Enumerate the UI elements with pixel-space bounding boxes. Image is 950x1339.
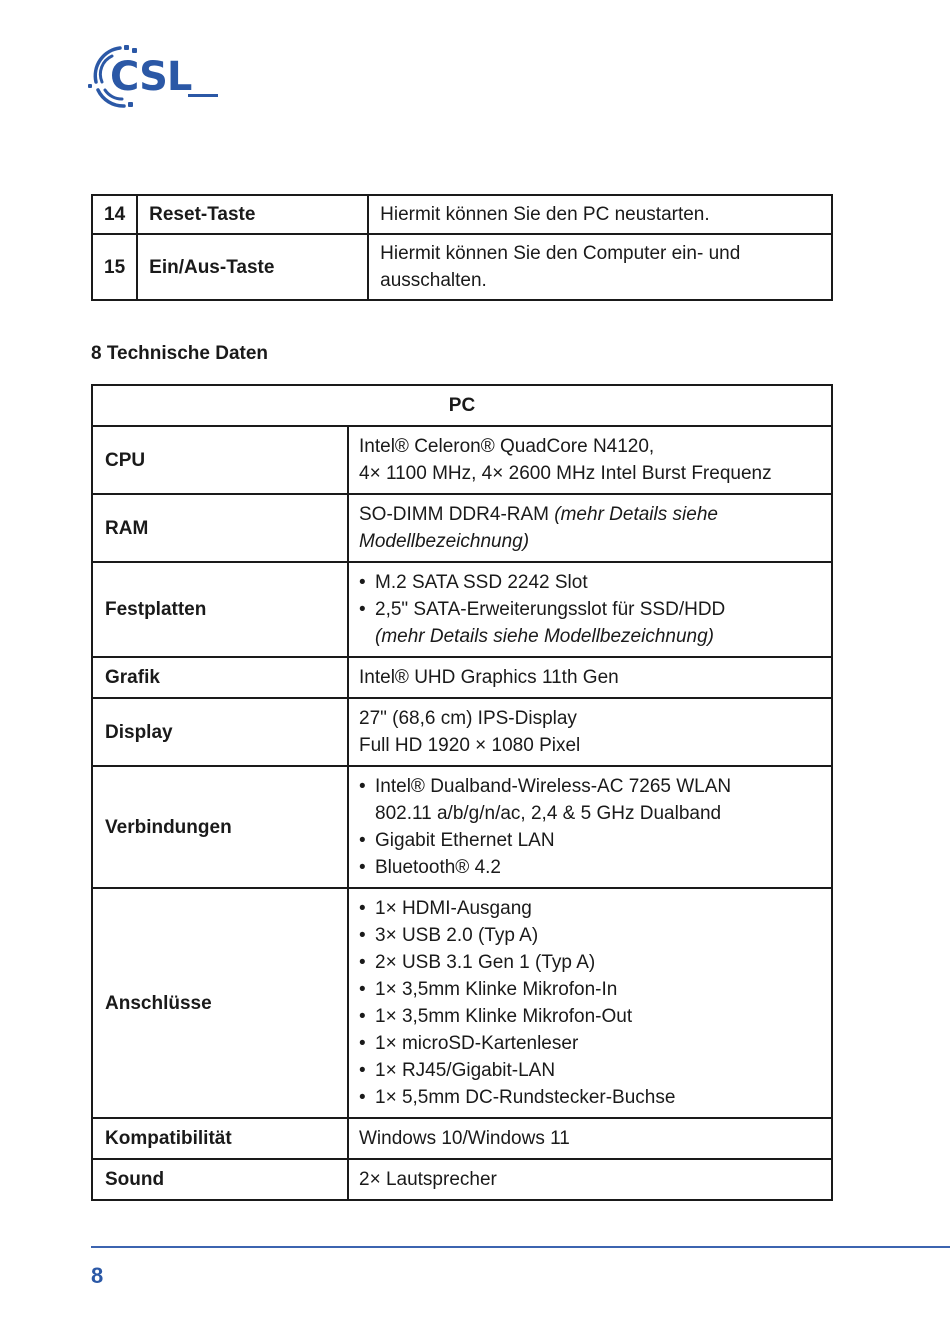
spec-row-connections xyxy=(92,766,832,888)
specs-header: PC xyxy=(92,385,832,426)
csl-logo-graphic xyxy=(88,42,223,112)
button-description-table xyxy=(91,194,833,301)
list-item: • 1× 3,5mm Klinke Mikrofon-In xyxy=(359,976,821,1003)
spec-note: (mehr Details siehe Modellbezeichnung) xyxy=(375,626,715,647)
spec-line: 27" (68,6 cm) IPS-Display xyxy=(359,708,577,729)
spec-row-graphics xyxy=(92,657,832,698)
row-number: 15 xyxy=(92,234,137,300)
csl-logo xyxy=(88,42,223,112)
spec-label: Anschlüsse xyxy=(92,888,348,1118)
spec-row-ports xyxy=(92,888,832,1118)
logo-text: CSL xyxy=(110,54,192,100)
list-item: • M.2 SATA SSD 2242 Slot xyxy=(359,569,821,596)
list-item: • 1× RJ45/Gigabit-LAN xyxy=(359,1057,821,1084)
spec-row-display xyxy=(92,698,832,766)
spec-label: CPU xyxy=(92,426,348,494)
spec-text: SO-DIMM DDR4-RAM xyxy=(359,504,555,525)
list-item: • 3× USB 2.0 (Typ A) xyxy=(359,922,821,949)
spec-label: Grafik xyxy=(92,657,348,698)
row-description xyxy=(368,195,832,234)
spec-row-cpu xyxy=(92,426,832,494)
list-item: • 2,5" SATA-Erweiterungsslot für SSD/HDD xyxy=(359,596,821,623)
spec-label: Festplatten xyxy=(92,562,348,657)
spec-line: 4× 1100 MHz, 4× 2600 MHz Intel Burst Frequenz xyxy=(359,463,772,484)
spec-note: Modellbezeichnung) xyxy=(359,531,530,552)
list-item-line: 802.11 a/b/g/n/ac, 2,4 & 5 GHz Dualband xyxy=(375,803,722,824)
row-name: Ein/Aus-Taste xyxy=(137,234,368,300)
spec-value xyxy=(348,494,832,562)
specs-header-row xyxy=(92,385,832,426)
spec-value: 2× Lautsprecher xyxy=(348,1159,832,1200)
description-line: ausschalten. xyxy=(380,270,487,291)
row-name: Reset-Taste xyxy=(137,195,368,234)
spec-list xyxy=(359,773,821,881)
row-description xyxy=(368,234,832,300)
spec-value xyxy=(348,888,832,1118)
spec-label: Display xyxy=(92,698,348,766)
list-item: • Gigabit Ethernet LAN xyxy=(359,827,821,854)
spec-list xyxy=(359,895,821,1111)
spec-row-sound xyxy=(92,1159,832,1200)
spec-value xyxy=(348,562,832,657)
spec-value xyxy=(348,426,832,494)
spec-line: Full HD 1920 × 1080 Pixel xyxy=(359,735,581,756)
table-row xyxy=(92,195,832,234)
page-number: 8 xyxy=(91,1263,104,1288)
footer-divider xyxy=(91,1246,950,1248)
specs-table xyxy=(91,384,833,1201)
description-line: Hiermit können Sie den PC neustarten. xyxy=(380,204,710,225)
spec-line: Intel® Celeron® QuadCore N4120, xyxy=(359,436,655,457)
spec-value: Windows 10/Windows 11 xyxy=(348,1118,832,1159)
spec-label: Kompatibilität xyxy=(92,1118,348,1159)
spec-value xyxy=(348,698,832,766)
spec-row-compat xyxy=(92,1118,832,1159)
list-item: • 1× HDMI-Ausgang xyxy=(359,895,821,922)
description-line: Hiermit können Sie den Computer ein- und xyxy=(380,243,741,264)
spec-label: Verbindungen xyxy=(92,766,348,888)
list-item: • Bluetooth® 4.2 xyxy=(359,854,821,881)
list-item xyxy=(359,773,821,827)
spec-label: Sound xyxy=(92,1159,348,1200)
list-item-line: • Intel® Dualband-Wireless-AC 7265 WLAN xyxy=(375,776,732,797)
table-row xyxy=(92,234,832,300)
spec-list xyxy=(359,569,821,623)
section-heading: 8 Technische Daten xyxy=(91,343,269,364)
row-number: 14 xyxy=(92,195,137,234)
spec-label: RAM xyxy=(92,494,348,562)
spec-row-ram xyxy=(92,494,832,562)
list-item: • 1× microSD-Kartenleser xyxy=(359,1030,821,1057)
spec-row-storage xyxy=(92,562,832,657)
list-item: • 1× 5,5mm DC-Rundstecker-Buchse xyxy=(359,1084,821,1111)
spec-value xyxy=(348,766,832,888)
spec-note: (mehr Details siehe xyxy=(554,504,718,525)
spec-value: Intel® UHD Graphics 11th Gen xyxy=(348,657,832,698)
list-item: • 2× USB 3.1 Gen 1 (Typ A) xyxy=(359,949,821,976)
list-item: • 1× 3,5mm Klinke Mikrofon-Out xyxy=(359,1003,821,1030)
